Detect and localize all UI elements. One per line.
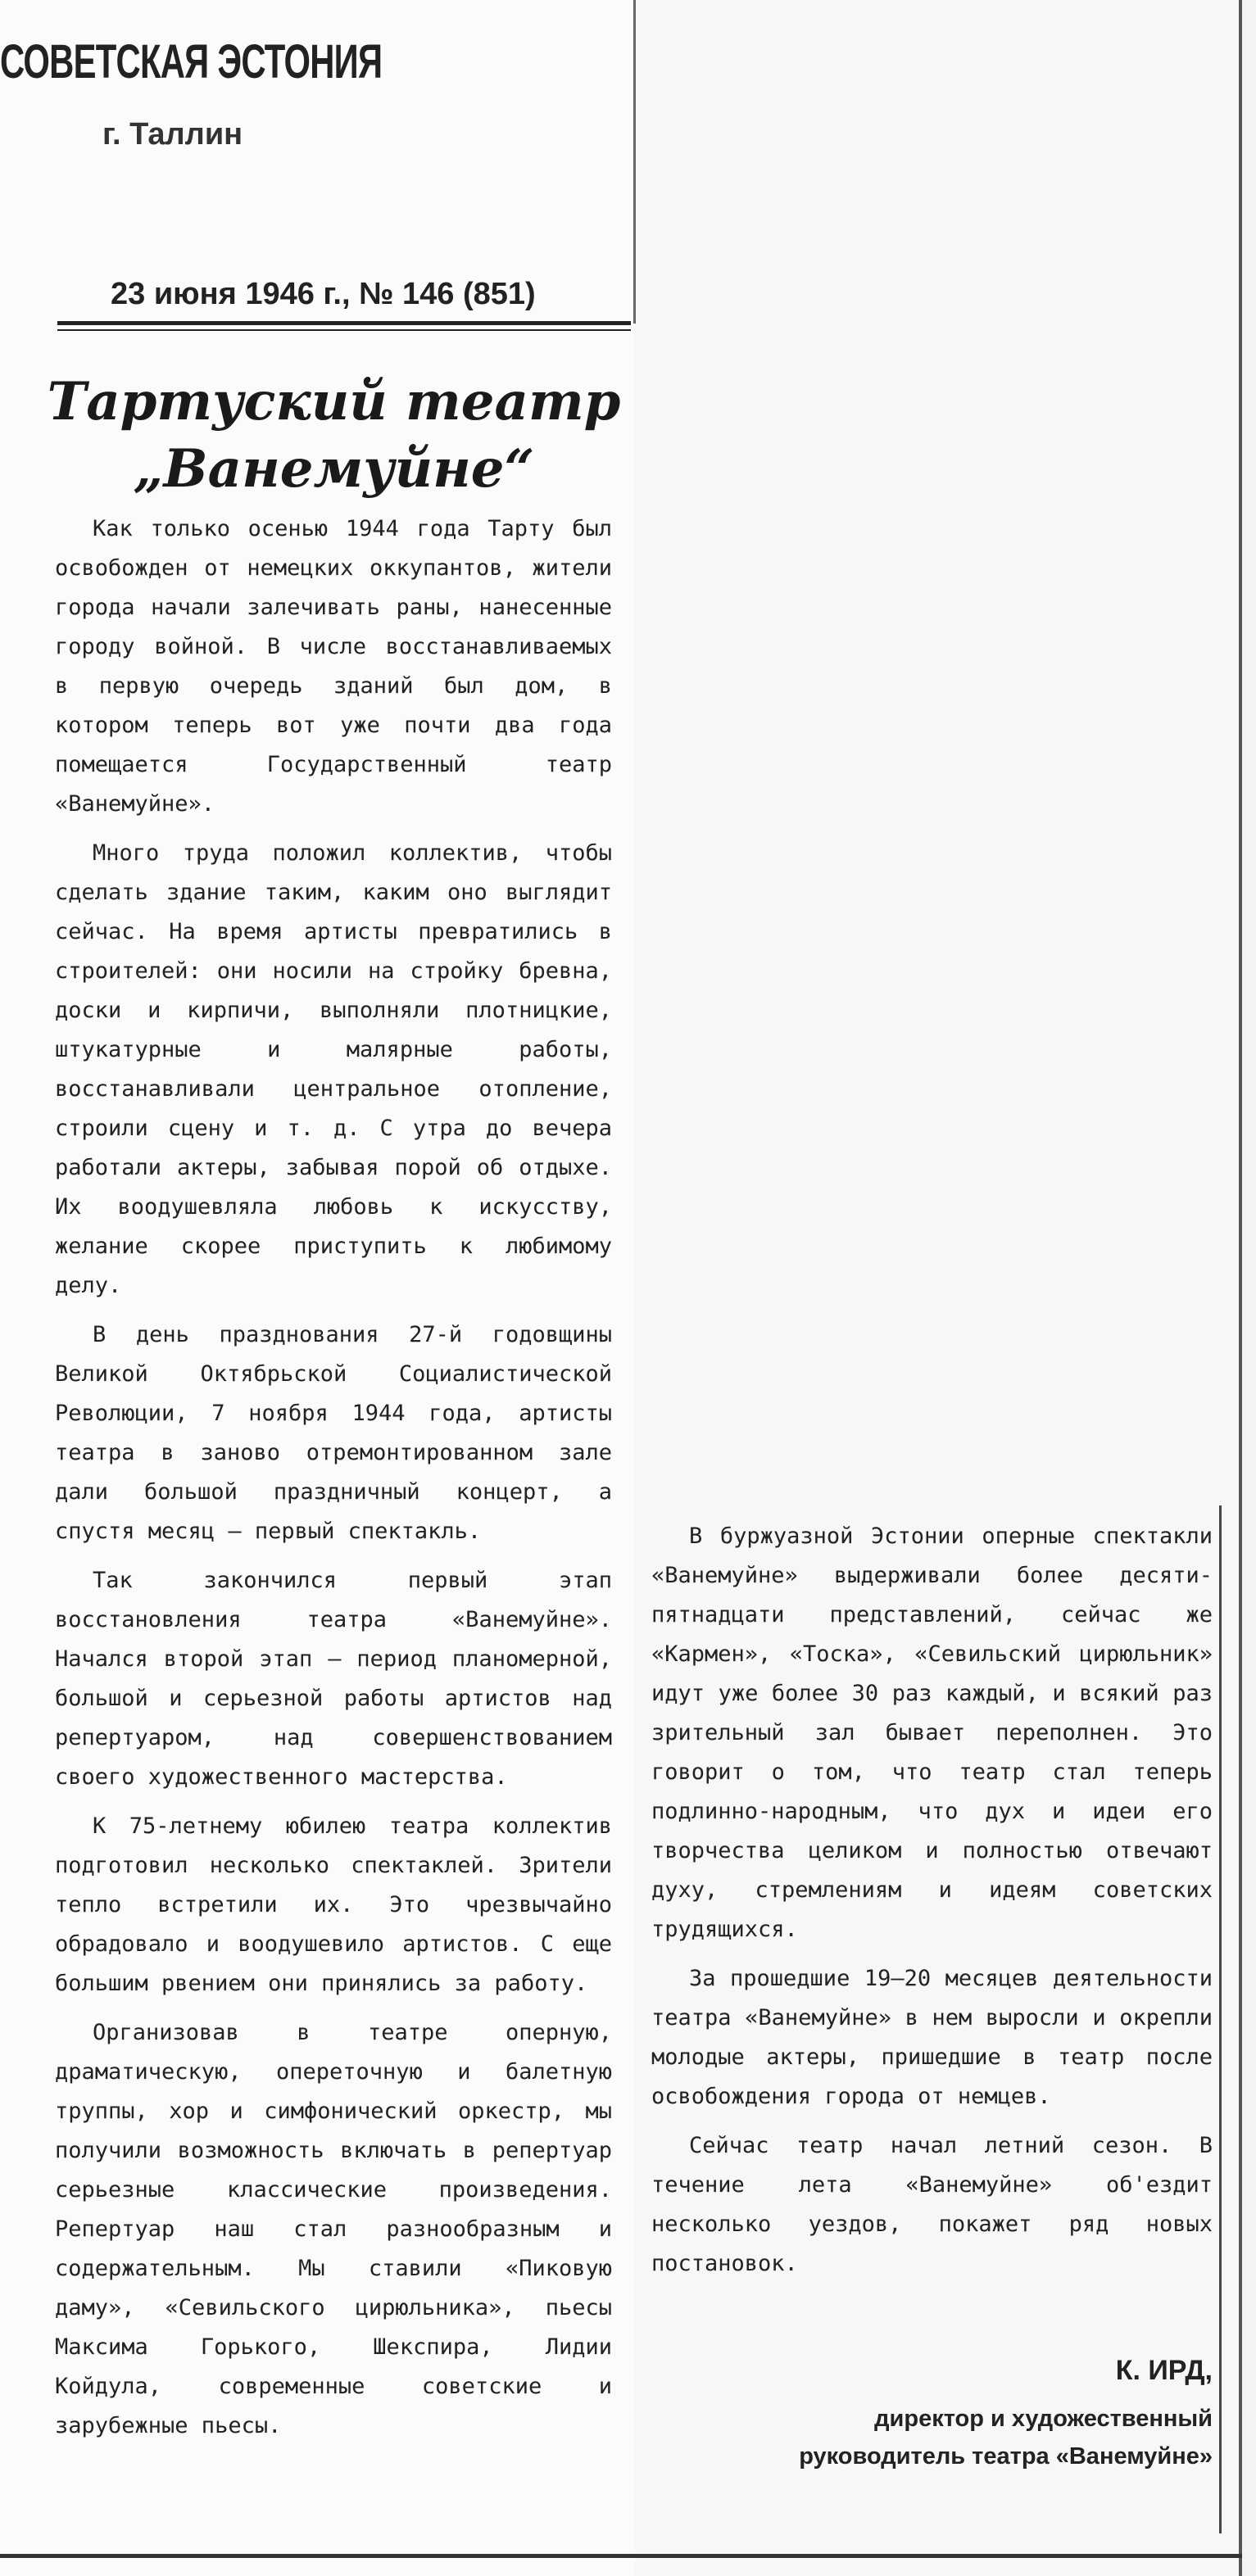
article-column-right — [651, 1517, 1213, 2293]
paragraph: Много труда положил коллектив, чтобы сделать здание таким, каким оно выглядит сейчас. На время артисты превратились в строителей: они носили на стройку бревна, доски и кирпичи, выполняли плотницкие, штукатурные и малярные работы, восстанавливали центральное отопление, строили сцену и т. д. С утра до вечера работали актеры, забывая порой об отдыхе. Их воодушевляла любовь к искусству, желание скорее приступить к любимому делу. — [55, 840, 612, 1298]
right-column-rule — [1219, 1505, 1222, 2533]
newspaper-title: СОВЕТСКАЯ ЭСТОНИЯ — [0, 35, 383, 88]
paragraph: За прошедшие 19—20 месяцев деятельности театра «Ванемуйне» в нем выросли и окрепли молодые актеры, пришедшие в театр после освобождения города от немцев. — [651, 1966, 1213, 2109]
paragraph: Как только осенью 1944 года Тарту был освобожден от немецких оккупантов, жители города начали залечивать раны, нанесенные городу войной. В числе восстанавливаемых в первую очередь зданий был дом, в котором теперь вот уже почти два года помещается Государственный театр «Ванемуйне». — [55, 516, 612, 817]
paragraph: В день празднования 27-й годовщины Великой Октябрьской Социалистической Революции, 7 ноября 1944 года, артисты театра в заново отремонтированном зале дали большой праздничный концерт, а спустя месяц — первый спектакль. — [55, 1322, 612, 1544]
paragraph: К 75-летнему юбилею театра коллектив подготовил несколько спектаклей. Зрители тепло встретили их. Это чрезвычайно обрадовало и воодушевило артистов. С еще большим рвением они принялись за работу. — [55, 1813, 612, 1996]
author-role-line-1: директор и художественный — [874, 2406, 1213, 2432]
city-label: г. Таллин — [102, 117, 243, 152]
article-headline — [33, 369, 635, 503]
article-column-left — [55, 509, 612, 2456]
paragraph: Сейчас театр начал летний сезон. В течение лета «Ванемуйне» об'ездит несколько уездов, покажет ряд новых постановок. — [651, 2133, 1213, 2276]
column-divider — [633, 0, 636, 324]
page-border — [1239, 0, 1242, 2576]
paragraph: Организовав в театре оперную, драматическую, опереточную и балетную труппы, хор и симфонический оркестр, мы получили возможность включать в репертуар серьезные классические произведения. Репертуар наш стал разнообразным и содержательным. Мы ставили «Пиковую даму», «Севильского цирюльника», пьесы Максима Горького, Шекспира, Лидии Койдула, современные советские и зарубежные пьесы. — [55, 2020, 612, 2438]
header-rule-thin — [57, 329, 631, 331]
header-rule — [57, 321, 631, 325]
headline-line-1: Тартуский театр — [47, 371, 621, 432]
author-role — [705, 2400, 1213, 2475]
bottom-rule — [0, 2554, 1242, 2558]
author-role-line-2: руководитель театра «Ванемуйне» — [799, 2443, 1213, 2470]
paragraph: В буржуазной Эстонии оперные спектакли «Ванемуйне» выдерживали более десяти-пятнадцати представлений, сейчас же «Кармен», «Тоска», «Севильский цирюльник» идут уже более 30 раз каждый, и всякий раз зрительный зал бывает переполнен. Это говорит о том, что театр стал теперь подлинно-народным, что дух и идеи его творчества целиком и полностью отвечают духу, стремлениям и идеям советских трудящихся. — [651, 1523, 1213, 1942]
headline-line-2: „Ванемуйне“ — [133, 438, 535, 500]
dateline: 23 июня 1946 г., № 146 (851) — [111, 277, 536, 311]
paragraph: Так закончился первый этап восстановления театра «Ванемуйне». Начался второй этап — период планомерной, большой и серьезной работы артистов над репертуаром, над совершенствованием своего художественного мастерства. — [55, 1568, 612, 1790]
author-name: К. ИРД, — [1115, 2355, 1213, 2386]
